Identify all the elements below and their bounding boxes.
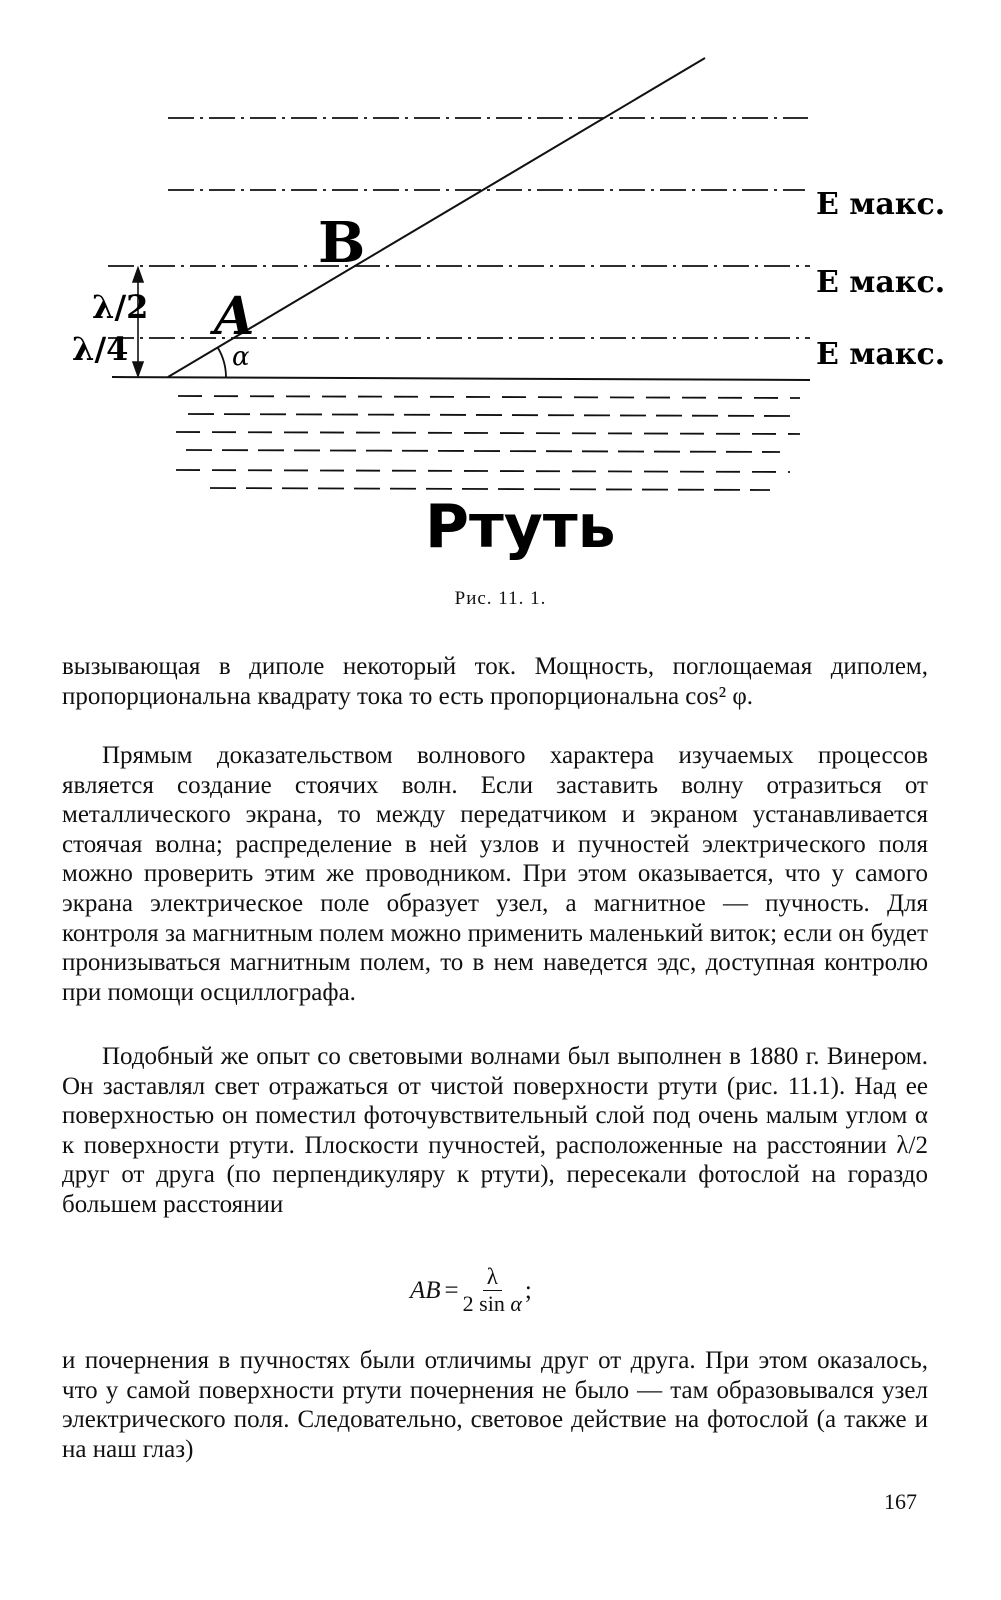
label-lambda-quarter: λ/4: [72, 330, 129, 368]
angle-arc: [218, 348, 226, 377]
formula-fraction: [463, 1264, 522, 1317]
wiener-experiment-figure: [0, 0, 1001, 560]
label-e-max-2: E макс.: [816, 265, 946, 300]
formula-lhs: AB: [410, 1276, 441, 1304]
label-e-max-1: E макс.: [816, 187, 946, 222]
paragraph-1: вызывающая в диполе некоторый ток. Мощность, поглощаемая диполем, пропорциональна квадрату тока то есть пропорциональна cos² φ.: [62, 653, 928, 710]
mercury-hatching: [176, 396, 800, 490]
figure-drawing: [0, 0, 1001, 560]
paragraph-4-block: [62, 1346, 928, 1464]
figure-caption: Рис. 11. 1.: [454, 588, 547, 609]
ab-formula: [410, 1264, 532, 1317]
paragraph-4: и почернения в пучностях были отличимы друг от друга. При этом оказалось, что у самой поверхности ртути почернения не было — там образовывался узел электрического поля. Следовательно, световое действие на фотослой (а также и на наш глаз): [62, 1347, 928, 1463]
formula-denominator: [463, 1291, 522, 1317]
formula-denominator-prefix: 2 sin: [462, 1291, 505, 1316]
formula-suffix: ;: [524, 1276, 532, 1304]
formula-denominator-var: α: [510, 1291, 522, 1316]
label-a: A: [214, 286, 255, 347]
label-alpha: α: [232, 342, 250, 372]
paragraph-3-block: [62, 1042, 928, 1220]
paragraph-2: Прямым доказательством волнового характера изучаемых процессов является создание стоячих волн. Если заставить волну отразиться от металлического экрана, то между передатчиком и экраном устанавливается стоячая волна; распределение в ней узлов и пучностей электрического поля можно проверить этим же проводником. При этом оказывается, что у самого экрана электрическое поле образует узел, а магнитное — пучность. Для контроля за магнитным полем можно применить маленький виток; если он будет пронизываться магнитным полем, то в нем наведется эдс, доступная контролю при помощи осциллографа.: [62, 742, 928, 1006]
label-b: B: [318, 210, 366, 276]
formula-numerator: λ: [483, 1264, 502, 1291]
label-mercury: Ртуть: [425, 492, 616, 560]
label-lambda-half: λ/2: [92, 288, 149, 326]
formula-equals: =: [444, 1276, 459, 1304]
paragraph-3: Подобный же опыт со световыми волнами был выполнен в 1880 г. Винером. Он заставлял свет отражаться от чистой поверхности ртути (рис. 11.1). Над ее поверхностью он поместил фоточувствительный слой под очень малым углом α к поверхности ртути. Плоскости пучностей, расположенные на расстоянии λ/2 друг от друга (по перпендикуляру к ртути), пересекали фотослой на гораздо большем расстоянии: [62, 1043, 928, 1218]
paragraph-2-block: [62, 741, 928, 1007]
page-number: 167: [884, 1489, 917, 1514]
paragraph-1-block: [62, 652, 928, 711]
mercury-surface-line: [112, 377, 810, 380]
label-e-max-3: E макс.: [816, 337, 946, 372]
